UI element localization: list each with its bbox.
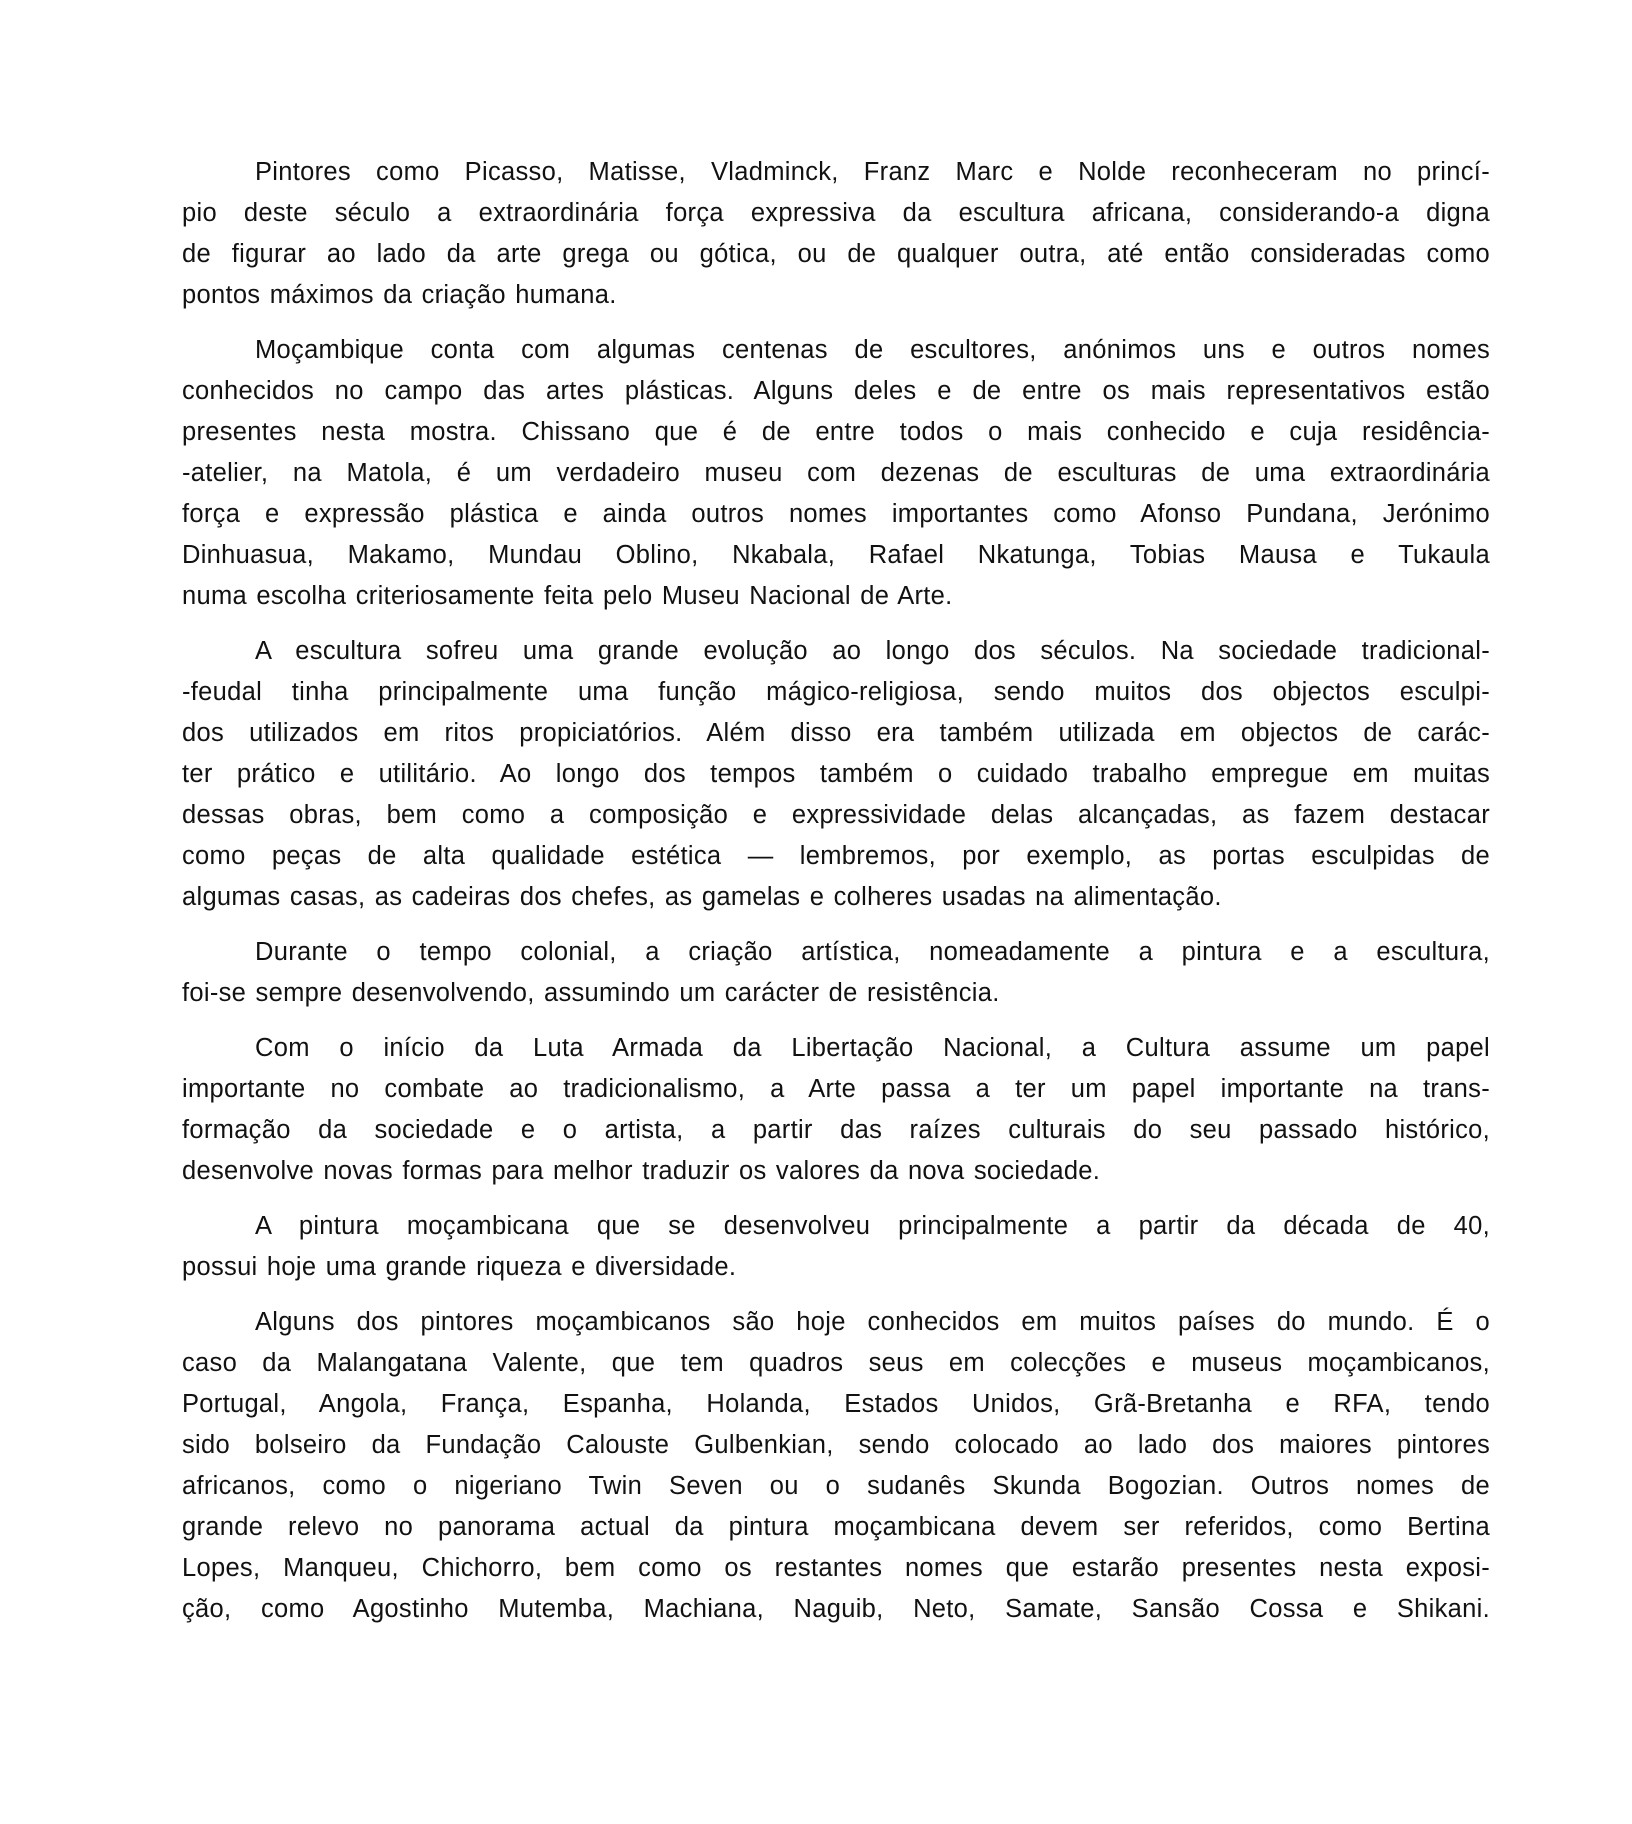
text-line: como peças de alta qualidade estética — lembremos, por exemplo, as portas esculpidas de (182, 842, 1490, 870)
text-line: sido bolseiro da Fundação Calouste Gulbenkian, sendo colocado ao lado dos maiores pintores (182, 1431, 1490, 1459)
text-line: Durante o tempo colonial, a criação artística, nomeadamente a pintura e a escultura, (255, 938, 1490, 966)
text-line: Alguns dos pintores moçambicanos são hoje conhecidos em muitos países do mundo. É o (255, 1308, 1490, 1336)
paragraph (182, 1302, 1490, 1630)
text-line: Pintores como Picasso, Matisse, Vladminck, Franz Marc e Nolde reconheceram no princí- (255, 158, 1490, 186)
text-line: A escultura sofreu uma grande evolução ao longo dos séculos. Na sociedade tradicional- (255, 637, 1490, 665)
paragraph (182, 631, 1490, 918)
text-line: dos utilizados em ritos propiciatórios. Além disso era também utilizada em objectos de carác- (182, 719, 1490, 747)
paragraph (182, 330, 1490, 617)
text-line: dessas obras, bem como a composição e expressividade delas alcançadas, as fazem destacar (182, 801, 1490, 829)
text-line: pio deste século a extraordinária força expressiva da escultura africana, considerando-a digna (182, 199, 1490, 227)
text-line: importante no combate ao tradicionalismo, a Arte passa a ter um papel importante na trans- (182, 1075, 1490, 1103)
text-line: africanos, como o nigeriano Twin Seven ou o sudanês Skunda Bogozian. Outros nomes de (182, 1472, 1490, 1500)
document-body (182, 152, 1490, 1644)
text-line: Moçambique conta com algumas centenas de escultores, anónimos uns e outros nomes (255, 336, 1490, 364)
text-line: -atelier, na Matola, é um verdadeiro museu com dezenas de esculturas de uma extraordinária (182, 459, 1490, 487)
paragraph (182, 1206, 1490, 1288)
text-line: Portugal, Angola, França, Espanha, Holanda, Estados Unidos, Grã-Bretanha e RFA, tendo (182, 1390, 1490, 1418)
text-line: Com o início da Luta Armada da Libertação Nacional, a Cultura assume um papel (255, 1034, 1490, 1062)
text-line: Dinhuasua, Makamo, Mundau Oblino, Nkabala, Rafael Nkatunga, Tobias Mausa e Tukaula (182, 541, 1490, 569)
text-line: foi-se sempre desenvolvendo, assumindo um carácter de resistência. (182, 979, 1000, 1007)
text-line: Lopes, Manqueu, Chichorro, bem como os restantes nomes que estarão presentes nesta exposi- (182, 1554, 1490, 1582)
text-line: -feudal tinha principalmente uma função mágico-religiosa, sendo muitos dos objectos esculpi- (182, 678, 1490, 706)
paragraph (182, 932, 1490, 1014)
text-line: possui hoje uma grande riqueza e diversidade. (182, 1253, 737, 1281)
text-line: formação da sociedade e o artista, a partir das raízes culturais do seu passado histórico, (182, 1116, 1490, 1144)
text-line: força e expressão plástica e ainda outros nomes importantes como Afonso Pundana, Jerónimo (182, 500, 1490, 528)
text-line: presentes nesta mostra. Chissano que é de entre todos o mais conhecido e cuja residência- (182, 418, 1490, 446)
text-line: pontos máximos da criação humana. (182, 281, 617, 309)
text-line: grande relevo no panorama actual da pintura moçambicana devem ser referidos, como Bertina (182, 1513, 1490, 1541)
text-line: conhecidos no campo das artes plásticas. Alguns deles e de entre os mais representativos estão (182, 377, 1490, 405)
text-line: numa escolha criteriosamente feita pelo Museu Nacional de Arte. (182, 582, 953, 610)
paragraph (182, 152, 1490, 316)
text-line: algumas casas, as cadeiras dos chefes, as gamelas e colheres usadas na alimentação. (182, 883, 1222, 911)
text-line: de figurar ao lado da arte grega ou gótica, ou de qualquer outra, até então consideradas como (182, 240, 1490, 268)
text-line: ter prático e utilitário. Ao longo dos tempos também o cuidado trabalho empregue em muitas (182, 760, 1490, 788)
text-line: ção, como Agostinho Mutemba, Machiana, Naguib, Neto, Samate, Sansão Cossa e Shikani. (182, 1595, 1490, 1623)
text-line: desenvolve novas formas para melhor traduzir os valores da nova sociedade. (182, 1157, 1101, 1185)
text-line: caso da Malangatana Valente, que tem quadros seus em colecções e museus moçambicanos, (182, 1349, 1490, 1377)
paragraph (182, 1028, 1490, 1192)
text-line: A pintura moçambicana que se desenvolveu principalmente a partir da década de 40, (255, 1212, 1490, 1240)
